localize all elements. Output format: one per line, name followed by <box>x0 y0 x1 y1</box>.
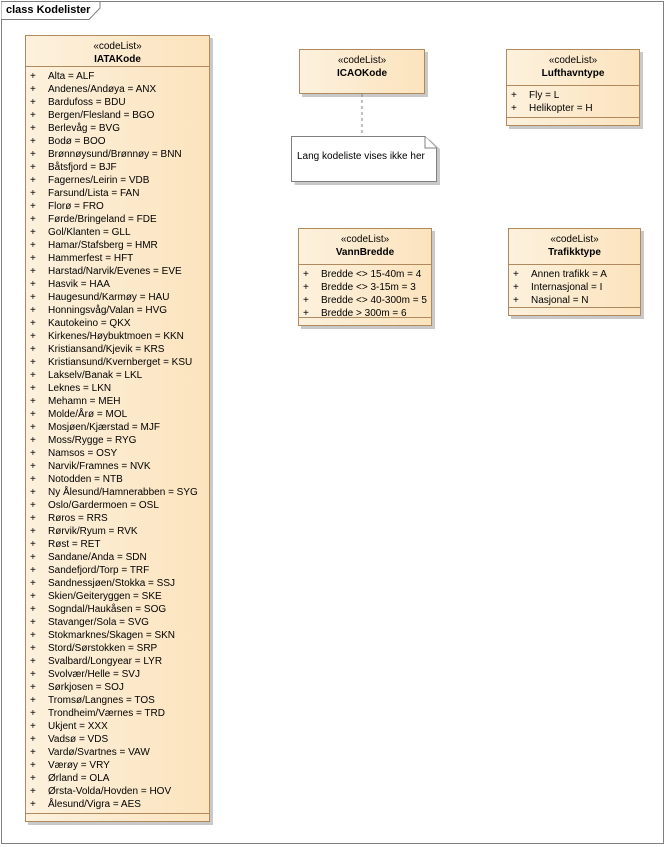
class-header <box>507 50 639 80</box>
visibility-public: + <box>513 295 519 306</box>
visibility-public: + <box>30 227 36 238</box>
visibility-public: + <box>30 383 36 394</box>
attribute-text: Sandane/Anda = SDN <box>48 552 147 563</box>
attribute-item[interactable] <box>26 343 209 356</box>
attribute-text: Trondheim/Værnes = TRD <box>48 708 165 719</box>
attribute-text: Namsos = OSY <box>48 448 118 459</box>
class-iatakode[interactable] <box>25 35 210 822</box>
visibility-public: + <box>30 721 36 732</box>
visibility-public: + <box>30 253 36 264</box>
visibility-public: + <box>30 591 36 602</box>
attribute-item[interactable] <box>26 538 209 551</box>
attribute-item[interactable] <box>26 122 209 135</box>
visibility-public: + <box>30 409 36 420</box>
attribute-text: Fagernes/Leirin = VDB <box>48 175 150 186</box>
attribute-item[interactable] <box>26 252 209 265</box>
visibility-public: + <box>30 552 36 563</box>
attribute-text: Kristiansand/Kjevik = KRS <box>48 344 165 355</box>
visibility-public: + <box>30 747 36 758</box>
attribute-item[interactable] <box>26 421 209 434</box>
visibility-public: + <box>30 110 36 121</box>
attribute-text: Svalbard/Longyear = LYR <box>48 656 163 667</box>
attribute-text: Molde/Årø = MOL <box>48 409 128 420</box>
attribute-text: Stavanger/Sola = SVG <box>48 617 149 628</box>
attribute-text: Gol/Klanten = GLL <box>48 227 131 238</box>
attribute-text: Hamar/Stafsberg = HMR <box>48 240 158 251</box>
visibility-public: + <box>30 799 36 810</box>
note-text: Lang kodeliste vises ikke her <box>297 151 425 162</box>
attribute-list <box>299 265 431 320</box>
attribute-text: Brønnøysund/Brønnøy = BNN <box>48 149 182 160</box>
attribute-text: Vardø/Svartnes = VAW <box>48 747 150 758</box>
class-stereotype: «codeList» <box>548 55 598 66</box>
attribute-list <box>507 86 639 115</box>
attribute-text: Vadsø = VDS <box>48 734 109 745</box>
visibility-public: + <box>30 162 36 173</box>
visibility-public: + <box>30 370 36 381</box>
attribute-item[interactable] <box>26 772 209 785</box>
visibility-public: + <box>30 760 36 771</box>
attribute-item[interactable] <box>26 135 209 148</box>
attribute-text: Fly = L <box>529 90 560 101</box>
attribute-text: Bredde > 300m = 6 <box>321 308 407 319</box>
class-stereotype: «codeList» <box>337 55 387 66</box>
attribute-item[interactable] <box>26 382 209 395</box>
attribute-item[interactable] <box>299 268 431 281</box>
visibility-public: + <box>30 461 36 472</box>
visibility-public: + <box>30 526 36 537</box>
attribute-item[interactable] <box>26 70 209 83</box>
visibility-public: + <box>30 175 36 186</box>
attribute-item[interactable] <box>509 268 640 281</box>
attribute-item[interactable] <box>26 304 209 317</box>
attribute-text: Moss/Rygge = RYG <box>48 435 137 446</box>
attribute-item[interactable] <box>26 551 209 564</box>
visibility-public: + <box>30 318 36 329</box>
visibility-public: + <box>30 214 36 225</box>
attribute-text: Sandnessjøen/Stokka = SSJ <box>48 578 176 589</box>
visibility-public: + <box>30 71 36 82</box>
attribute-item[interactable] <box>507 89 639 102</box>
class-name: IATAKode <box>94 54 141 65</box>
attribute-item[interactable] <box>26 746 209 759</box>
attribute-text: Internasjonal = I <box>531 282 603 293</box>
attribute-item[interactable] <box>26 408 209 421</box>
attribute-item[interactable] <box>26 148 209 161</box>
attribute-item[interactable] <box>26 681 209 694</box>
attribute-item[interactable] <box>26 590 209 603</box>
class-header <box>300 50 424 80</box>
class-trafikktype[interactable] <box>508 228 641 316</box>
class-lufthavntype[interactable] <box>506 49 640 126</box>
visibility-public: + <box>30 630 36 641</box>
attribute-item[interactable] <box>26 356 209 369</box>
attribute-item[interactable] <box>509 294 640 307</box>
attribute-item[interactable] <box>26 460 209 473</box>
attribute-text: Rørvik/Ryum = RVK <box>48 526 138 537</box>
attribute-item[interactable] <box>26 629 209 642</box>
attribute-text: Kirkenes/Høybuktmoen = KKN <box>48 331 184 342</box>
attribute-item[interactable] <box>26 655 209 668</box>
attribute-item[interactable] <box>26 499 209 512</box>
attribute-text: Annen trafikk = A <box>531 269 607 280</box>
visibility-public: + <box>30 292 36 303</box>
attribute-text: Sørkjosen = SOJ <box>48 682 124 693</box>
attribute-text: Bredde <> 40-300m = 5 <box>321 295 427 306</box>
attribute-item[interactable] <box>26 278 209 291</box>
visibility-public: + <box>30 357 36 368</box>
visibility-public: + <box>30 201 36 212</box>
attribute-item[interactable] <box>299 294 431 307</box>
class-vannbredde[interactable] <box>298 228 432 326</box>
attribute-text: Leknes = LKN <box>48 383 112 394</box>
visibility-public: + <box>303 295 309 306</box>
visibility-public: + <box>30 266 36 277</box>
attribute-item[interactable] <box>26 785 209 798</box>
visibility-public: + <box>511 103 517 114</box>
attribute-item[interactable] <box>26 473 209 486</box>
attribute-text: Haugesund/Karmøy = HAU <box>48 292 170 303</box>
attribute-item[interactable] <box>26 226 209 239</box>
visibility-public: + <box>30 422 36 433</box>
visibility-public: + <box>513 282 519 293</box>
attribute-text: Ukjent = XXX <box>48 721 108 732</box>
attribute-text: Bergen/Flesland = BGO <box>48 110 155 121</box>
visibility-public: + <box>30 487 36 498</box>
attribute-text: Farsund/Lista = FAN <box>48 188 140 199</box>
class-name: Lufthavntype <box>541 68 605 79</box>
attribute-text: Bodø = BOO <box>48 136 106 147</box>
visibility-public: + <box>30 435 36 446</box>
diagram-frame-tab <box>1 1 101 20</box>
attribute-text: Ørland = OLA <box>48 773 110 784</box>
attribute-item[interactable] <box>26 733 209 746</box>
visibility-public: + <box>30 474 36 485</box>
visibility-public: + <box>30 565 36 576</box>
visibility-public: + <box>30 513 36 524</box>
attribute-text: Kristiansund/Kvernberget = KSU <box>48 357 193 368</box>
operation-separator <box>299 317 431 318</box>
attribute-text: Kautokeino = QKX <box>48 318 131 329</box>
class-stereotype: «codeList» <box>340 234 390 245</box>
visibility-public: + <box>30 305 36 316</box>
visibility-public: + <box>30 734 36 745</box>
attribute-text: Ørsta-Volda/Hovden = HOV <box>48 786 172 797</box>
attribute-text: Røst = RET <box>48 539 101 550</box>
visibility-public: + <box>30 656 36 667</box>
attribute-text: Bredde <> 3-15m = 3 <box>321 282 416 293</box>
attribute-text: Ny Ålesund/Hamnerabben = SYG <box>48 487 198 498</box>
attribute-text: Helikopter = H <box>529 103 593 114</box>
attribute-item[interactable] <box>26 330 209 343</box>
attribute-text: Mehamn = MEH <box>48 396 121 407</box>
attribute-text: Honningsvåg/Valan = HVG <box>48 305 168 316</box>
visibility-public: + <box>30 500 36 511</box>
attribute-text: Førde/Bringeland = FDE <box>48 214 157 225</box>
visibility-public: + <box>30 773 36 784</box>
attribute-text: Stokmarknes/Skagen = SKN <box>48 630 176 641</box>
visibility-public: + <box>30 786 36 797</box>
attribute-item[interactable] <box>26 434 209 447</box>
visibility-public: + <box>303 269 309 280</box>
visibility-public: + <box>30 396 36 407</box>
attribute-text: Mosjøen/Kjærstad = MJF <box>48 422 160 433</box>
attribute-text: Bardufoss = BDU <box>48 97 126 108</box>
attribute-text: Nasjonal = N <box>531 295 589 306</box>
attribute-text: Sandefjord/Torp = TRF <box>48 565 150 576</box>
class-icaokode[interactable] <box>299 49 425 94</box>
visibility-public: + <box>30 539 36 550</box>
attribute-item[interactable] <box>26 798 209 811</box>
diagram-title: class Kodelister <box>6 4 91 16</box>
attribute-item[interactable] <box>26 317 209 330</box>
attribute-text: Hammerfest = HFT <box>48 253 134 264</box>
attribute-item[interactable] <box>26 512 209 525</box>
class-name: VannBredde <box>335 247 395 258</box>
visibility-public: + <box>30 240 36 251</box>
attribute-text: Andenes/Andøya = ANX <box>48 84 157 95</box>
attribute-item[interactable] <box>26 369 209 382</box>
note[interactable] <box>291 136 437 182</box>
class-stereotype: «codeList» <box>550 234 599 245</box>
attribute-item[interactable] <box>26 603 209 616</box>
attribute-text: Bredde <> 15-40m = 4 <box>321 269 422 280</box>
attribute-item[interactable] <box>26 109 209 122</box>
attribute-text: Lakselv/Banak = LKL <box>48 370 143 381</box>
attribute-item[interactable] <box>26 187 209 200</box>
attribute-text: Røros = RRS <box>48 513 108 524</box>
class-stereotype: «codeList» <box>93 41 142 52</box>
visibility-public: + <box>30 331 36 342</box>
attribute-text: Oslo/Gardermoen = OSL <box>48 500 159 511</box>
attribute-text: Båtsfjord = BJF <box>48 162 117 173</box>
visibility-public: + <box>303 282 309 293</box>
attribute-item[interactable] <box>26 161 209 174</box>
attribute-item[interactable] <box>26 447 209 460</box>
operation-separator <box>507 117 639 118</box>
visibility-public: + <box>30 123 36 134</box>
class-header <box>509 229 640 259</box>
attribute-item[interactable] <box>507 102 639 115</box>
visibility-public: + <box>30 708 36 719</box>
attribute-item[interactable] <box>26 707 209 720</box>
operation-separator <box>26 813 209 814</box>
attribute-text: Florø = FRO <box>48 201 104 212</box>
attribute-item[interactable] <box>509 281 640 294</box>
attribute-text: Alta = ALF <box>48 71 95 82</box>
attribute-item[interactable] <box>26 720 209 733</box>
attribute-item[interactable] <box>26 174 209 187</box>
attribute-list <box>509 265 640 307</box>
visibility-public: + <box>30 682 36 693</box>
attribute-text: Værøy = VRY <box>48 760 110 771</box>
attribute-text: Hasvik = HAA <box>48 279 110 290</box>
attribute-list <box>26 67 209 811</box>
attribute-text: Tromsø/Langnes = TOS <box>48 695 155 706</box>
visibility-public: + <box>30 643 36 654</box>
visibility-public: + <box>303 308 309 319</box>
visibility-public: + <box>30 578 36 589</box>
attribute-item[interactable] <box>26 759 209 772</box>
attribute-item[interactable] <box>26 395 209 408</box>
visibility-public: + <box>30 97 36 108</box>
class-header <box>26 36 209 66</box>
attribute-item[interactable] <box>26 642 209 655</box>
attribute-item[interactable] <box>299 307 431 320</box>
visibility-public: + <box>513 269 519 280</box>
attribute-item[interactable] <box>26 213 209 226</box>
attribute-item[interactable] <box>26 616 209 629</box>
attribute-item[interactable] <box>26 265 209 278</box>
attribute-text: Skien/Geiteryggen = SKE <box>48 591 162 602</box>
visibility-public: + <box>30 84 36 95</box>
attribute-text: Sogndal/Haukåsen = SOG <box>48 604 167 615</box>
attribute-text: Berlevåg = BVG <box>48 123 120 134</box>
attribute-item[interactable] <box>26 200 209 213</box>
operation-separator <box>509 307 640 308</box>
attribute-item[interactable] <box>26 83 209 96</box>
attribute-item[interactable] <box>26 525 209 538</box>
visibility-public: + <box>30 617 36 628</box>
visibility-public: + <box>511 90 517 101</box>
visibility-public: + <box>30 669 36 680</box>
class-name: Trafikktype <box>548 247 601 258</box>
attribute-item[interactable] <box>26 694 209 707</box>
visibility-public: + <box>30 188 36 199</box>
attribute-item[interactable] <box>26 96 209 109</box>
visibility-public: + <box>30 344 36 355</box>
visibility-public: + <box>30 136 36 147</box>
visibility-public: + <box>30 448 36 459</box>
attribute-item[interactable] <box>26 291 209 304</box>
attribute-text: Narvik/Framnes = NVK <box>48 461 151 472</box>
attribute-text: Ålesund/Vigra = AES <box>48 799 141 810</box>
class-name: ICAOKode <box>337 68 387 79</box>
attribute-text: Stord/Sørstokken = SRP <box>48 643 158 654</box>
attribute-item[interactable] <box>26 668 209 681</box>
visibility-public: + <box>30 604 36 615</box>
visibility-public: + <box>30 695 36 706</box>
attribute-text: Svolvær/Helle = SVJ <box>48 669 140 680</box>
visibility-public: + <box>30 279 36 290</box>
attribute-text: Notodden = NTB <box>48 474 123 485</box>
attribute-item[interactable] <box>299 281 431 294</box>
visibility-public: + <box>30 149 36 160</box>
attribute-item[interactable] <box>26 564 209 577</box>
attribute-item[interactable] <box>26 486 209 499</box>
attribute-text: Harstad/Narvik/Evenes = EVE <box>48 266 182 277</box>
attribute-item[interactable] <box>26 239 209 252</box>
class-header <box>299 229 431 259</box>
attribute-item[interactable] <box>26 577 209 590</box>
